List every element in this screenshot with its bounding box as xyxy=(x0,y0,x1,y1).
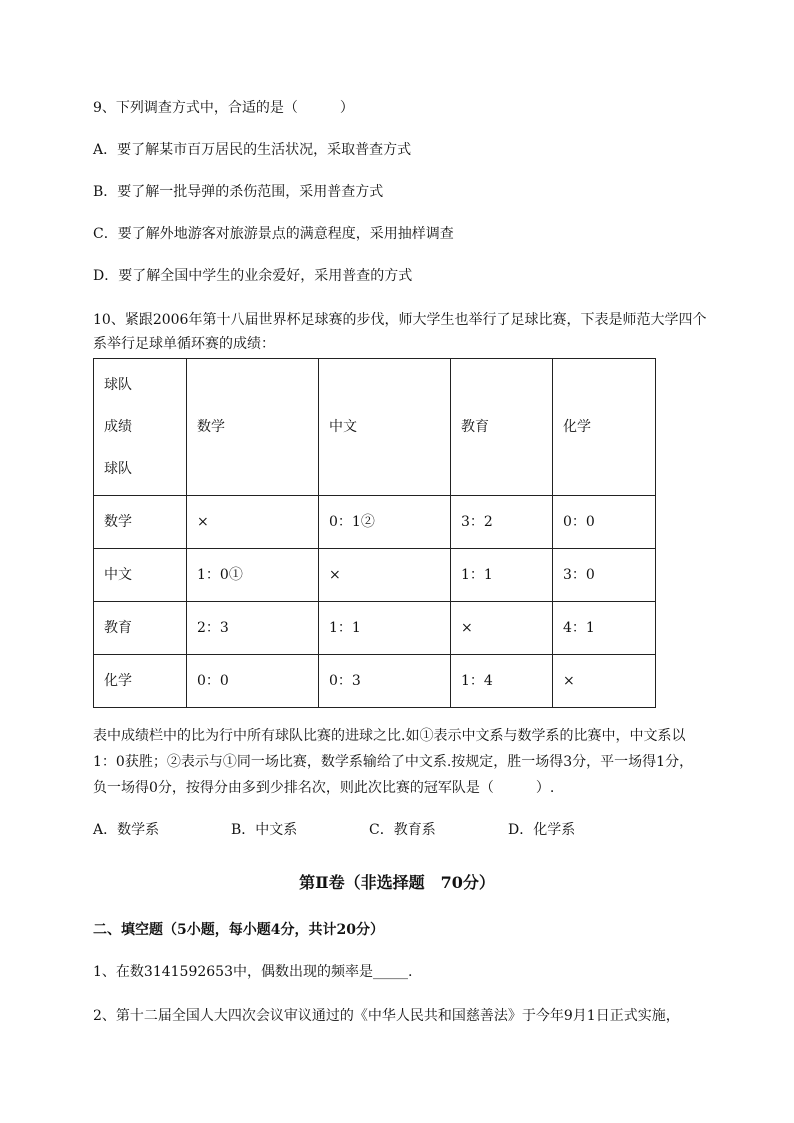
corner-cell xyxy=(94,359,187,496)
score-cell: 0：0 xyxy=(187,655,319,708)
score-table xyxy=(93,358,656,708)
q10-option-d: D．化学系 xyxy=(508,822,576,838)
corner-label-middle: 成绩 xyxy=(104,419,132,435)
score-cell: 1：1 xyxy=(319,602,451,655)
column-header: 化学 xyxy=(553,359,656,496)
part2-title: 第Ⅱ卷（非选择题 70分） xyxy=(299,873,495,892)
q10-option-c: C．教育系 xyxy=(369,822,436,838)
score-cell: 2：3 xyxy=(187,602,319,655)
column-header: 中文 xyxy=(319,359,451,496)
row-team: 化学 xyxy=(94,655,187,708)
score-cell: × xyxy=(187,496,319,549)
score-cell: 0：3 xyxy=(319,655,451,708)
column-header: 教育 xyxy=(451,359,553,496)
score-cell: 4：1 xyxy=(553,602,656,655)
q10-option-b: B．中文系 xyxy=(231,822,298,838)
row-team: 中文 xyxy=(94,549,187,602)
fill-question-2: 2、第十二届全国人大四次会议审议通过的《中华人民共和国慈善法》于今年9月1日正式实施， xyxy=(93,1008,680,1024)
score-cell: 3：0 xyxy=(553,549,656,602)
fill-question-1: 1、在数3141592653中，偶数出现的频率是_____. xyxy=(93,964,413,980)
q9-option-a: A．要了解某市百万居民的生活状况，采取普查方式 xyxy=(93,142,412,158)
q9-option-c: C．要了解外地游客对旅游景点的满意程度，采用抽样调查 xyxy=(93,226,454,242)
row-team: 教育 xyxy=(94,602,187,655)
score-cell: × xyxy=(553,655,656,708)
score-cell: 0：1② xyxy=(319,496,451,549)
score-cell: 1：0① xyxy=(187,549,319,602)
table-row xyxy=(94,602,656,655)
q10-explain-line3: 负一场得0分，按得分由多到少排名次，则此次比赛的冠军队是（ ）. xyxy=(93,780,555,796)
table-header-row xyxy=(94,359,656,496)
fill-in-section-heading: 二、填空题（5小题，每小题4分，共计20分） xyxy=(93,922,384,938)
q10-options xyxy=(93,820,713,840)
corner-label-bottom: 球队 xyxy=(104,461,132,477)
q10-explain-line1: 表中成绩栏中的比为行中所有球队比赛的进球之比.如①表示中文系与数学系的比赛中，中文系以 xyxy=(93,728,686,744)
q10-stem-line2: 系举行足球单循环赛的成绩： xyxy=(93,336,275,352)
row-team: 数学 xyxy=(94,496,187,549)
q9-option-d: D．要了解全国中学生的业余爱好，采用普查的方式 xyxy=(93,268,413,284)
score-cell: 1：4 xyxy=(451,655,553,708)
table-row xyxy=(94,549,656,602)
q10-option-a: A．数学系 xyxy=(93,822,160,838)
q10-stem-line1: 10、紧跟2006年第十八届世界杯足球赛的步伐，师大学生也举行了足球比赛，下表是师范大学四个 xyxy=(93,312,707,328)
q9-stem: 9、下列调查方式中，合适的是（ ） xyxy=(93,100,354,116)
q9-option-b: B．要了解一批导弹的杀伤范围，采用普查方式 xyxy=(93,184,384,200)
score-cell: 3：2 xyxy=(451,496,553,549)
score-cell: 1：1 xyxy=(451,549,553,602)
table-row xyxy=(94,655,656,708)
score-cell: × xyxy=(319,549,451,602)
column-header: 数学 xyxy=(187,359,319,496)
score-cell: 0：0 xyxy=(553,496,656,549)
q10-explain-line2: 1：0获胜；②表示与①同一场比赛，数学系输给了中文系.按规定，胜一场得3分，平一场得1分， xyxy=(93,754,694,770)
table-row xyxy=(94,496,656,549)
corner-label-top: 球队 xyxy=(104,377,132,393)
score-cell: × xyxy=(451,602,553,655)
